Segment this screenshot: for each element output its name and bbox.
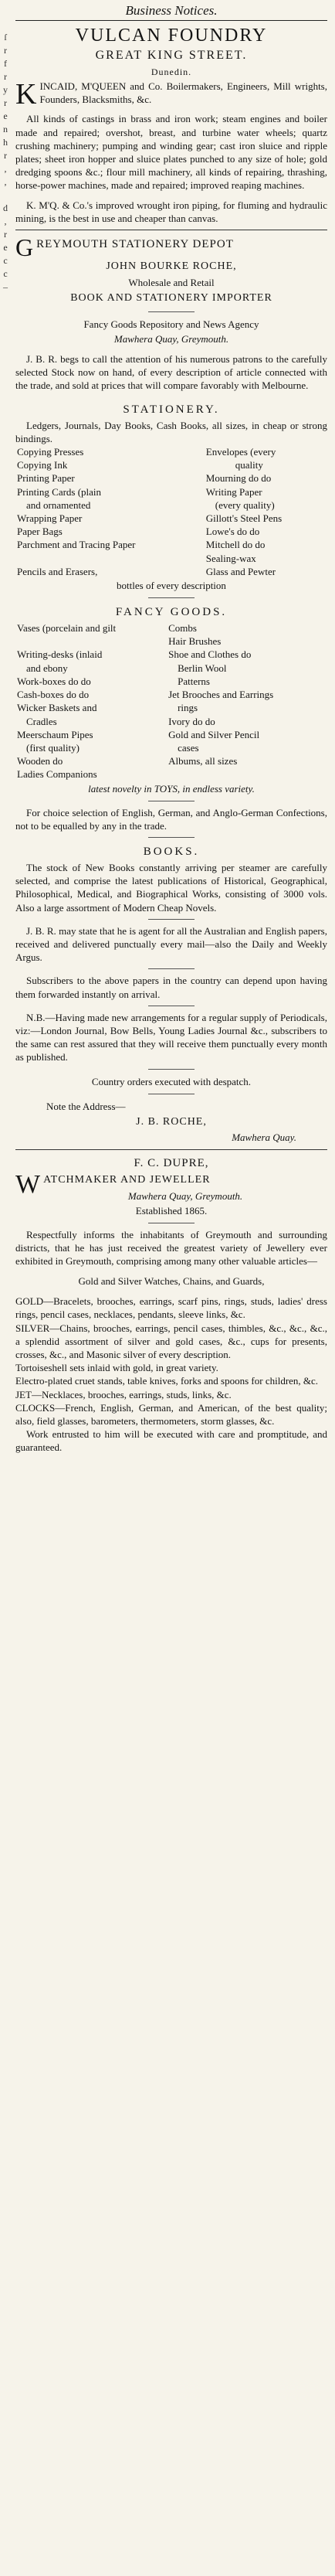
list-item: Printing Paper xyxy=(17,472,75,485)
divider xyxy=(148,919,195,920)
divider xyxy=(148,311,195,312)
list-row xyxy=(15,458,327,471)
dupre-jeweller-ad xyxy=(15,1155,327,1455)
list-item: Sealing-wax xyxy=(205,552,256,564)
intro-paragraph: Respectfully informs the inhabitants of Greymouth and surrounding districts, that he has just received the greatest variety of Jewellery ever exhibited in Greymouth, comprising among many other valuable articles— xyxy=(15,1228,327,1267)
list-item: Jet Brooches and Earrings xyxy=(168,689,274,701)
location-line: Mawhera Quay, Greymouth. xyxy=(113,333,229,345)
address-label: Note the Address— xyxy=(46,1100,126,1112)
signature-name: J. B. ROCHE, xyxy=(136,1115,207,1128)
list-item: Copying Presses xyxy=(17,446,84,458)
jeweller-address: Mawhera Quay, Greymouth. xyxy=(127,1189,243,1202)
list-row xyxy=(15,565,327,578)
divider xyxy=(148,597,195,598)
list-row xyxy=(15,512,327,525)
list-item xyxy=(15,552,205,565)
list-row xyxy=(15,715,327,728)
list-item: Gillott's Steel Pens xyxy=(205,512,283,525)
country-orders-line: Country orders executed with despatch. xyxy=(91,1075,252,1087)
list-row xyxy=(15,538,327,551)
list-item: Wooden do xyxy=(17,755,63,767)
jeweller-name: F. C. DUPRE, xyxy=(134,1156,209,1169)
ad-intro-text: INCAID, M'QUEEN and Co. Boilermakers, Engineers, Mill wrights, Founders, Blacksmiths, &c. xyxy=(39,80,327,106)
list-item: Cash-boxes do do xyxy=(17,689,90,701)
list-row xyxy=(15,525,327,538)
vulcan-foundry-ad xyxy=(15,24,327,230)
list-row xyxy=(15,445,327,458)
list-row xyxy=(15,648,327,661)
books-paragraph: The stock of New Books constantly arriving per steamer are carefully selected, and comprise the latest publications of Historical, Geographical, Philosophical, Medical, and Biographical Works, consisting of 3000 vols. Also a large assortment of Modern Cheap Novels. xyxy=(15,861,327,914)
list-item: and ornamented xyxy=(26,499,91,511)
list-row xyxy=(15,675,327,688)
stationery-depot-ad xyxy=(15,235,327,1150)
ad-footer: K. M'Q. & Co.'s improved wrought iron piping, for fluming and hydraulic mining, is the best in use and cheaper than canvas. xyxy=(15,199,327,224)
list-row xyxy=(15,635,327,648)
ad-body: All kinds of castings in brass and iron work; steam engines and boiler made and repaired; overshot, breast, and turbine water wheels; quartz crushing machinery; pumping and winding gear; cast iron sluice and ripple plates; sheet iron hopper and sluice plates punched to any size of hole; gold dredging spoons &c.; flour mill machinery, all kinds of repairing, thrashing, horse-power machines, made and repaired; improved reaping machines. xyxy=(15,113,327,192)
divider xyxy=(148,837,195,838)
list-item xyxy=(15,635,167,648)
list-item: Albums, all sizes xyxy=(168,755,238,767)
list-item: Berlin Wool xyxy=(178,662,227,674)
list-item: Meerschaum Pipes xyxy=(17,728,93,740)
stationery-list xyxy=(15,445,327,578)
proprietor-name: JOHN BOURKE ROCHE, xyxy=(106,260,237,273)
list-row xyxy=(15,471,327,485)
list-item: Parchment and Tracing Paper xyxy=(17,539,136,551)
jet-line: JET—Necklaces, brooches, earrings, studs, links, &c. xyxy=(15,1388,232,1400)
bottles-line: bottles of every description xyxy=(117,580,226,592)
list-row xyxy=(15,754,327,767)
list-item: Writing Paper xyxy=(205,485,262,498)
list-item: Cradles xyxy=(26,715,57,727)
ad-title: ATCHMAKER AND JEWELLER xyxy=(43,1173,211,1186)
trade-line: Wholesale and Retail xyxy=(128,277,215,289)
list-item: Paper Bags xyxy=(17,526,63,538)
list-item: Printing Cards (plain xyxy=(17,485,102,498)
list-row xyxy=(15,767,327,781)
silver-paragraph: SILVER—Chains, brooches, earrings, pencil cases, thimbles, &c., &c., &c., a splendid assortment of silver and gold cases, &c., cups for presents, crosses, &c., and Masonic silver of every description. xyxy=(15,1322,327,1360)
ad-title: REYMOUTH STATIONERY DEPOT xyxy=(36,238,234,251)
divider xyxy=(148,968,195,969)
tortoiseshell-line: Tortoiseshell sets inlaid with gold, in great variety. xyxy=(15,1362,218,1374)
papers-paragraph: J. B. R. may state that he is agent for all the Australian and English papers, received and delivered punctually every mail—also the Daily and Weekly Argus. xyxy=(15,924,327,964)
list-row xyxy=(15,701,327,714)
list-item: and ebony xyxy=(26,662,68,674)
ad-street: GREAT KING STREET. xyxy=(95,49,248,62)
drop-cap: G xyxy=(15,233,34,262)
list-item: Wicker Baskets and xyxy=(17,702,97,714)
advertisement-column xyxy=(15,0,327,1455)
ad-intro xyxy=(15,78,327,111)
signature-place: Mawhera Quay. xyxy=(232,1131,296,1143)
list-item: Mourning do do xyxy=(205,472,272,485)
list-item xyxy=(167,767,327,781)
books-heading: BOOKS. xyxy=(143,845,200,858)
list-item: Work-boxes do do xyxy=(17,675,91,687)
list-item: Mitchell do do xyxy=(205,539,266,551)
established-line: Established 1865. xyxy=(135,1204,208,1217)
list-item: Hair Brushes xyxy=(168,635,222,648)
list-item: Combs xyxy=(168,622,197,635)
divider xyxy=(148,1069,195,1070)
ledgers-line: Ledgers, Journals, Day Books, Cash Books, all sizes, in cheap or strong bindings. xyxy=(15,419,327,444)
list-item: (every quality) xyxy=(215,499,275,511)
list-item: Lowe's do do xyxy=(205,526,260,538)
list-item: Ladies Companions xyxy=(17,768,97,781)
list-item: Gold and Silver Pencil xyxy=(168,728,260,740)
list-item: quality xyxy=(235,459,263,471)
list-row xyxy=(15,499,327,512)
section-header: Business Notices. xyxy=(15,0,327,21)
intro-paragraph: J. B. R. begs to call the attention of his numerous patrons to the carefully selected Stock now on hand, of every description of article connected with the trade, and sold at prices that will compare favorably with Melbourne. xyxy=(15,353,327,392)
depot-line: Fancy Goods Repository and News Agency xyxy=(83,318,259,331)
list-row xyxy=(15,485,327,499)
list-item: (first quality) xyxy=(26,741,80,754)
fancy-goods-list xyxy=(15,621,327,781)
ad-city: Dunedin. xyxy=(151,66,192,77)
list-row xyxy=(15,741,327,754)
list-item: Vases (porcelain and gilt xyxy=(17,622,117,635)
list-row xyxy=(15,688,327,701)
repairs-line: Work entrusted to him will be executed with care and promptitude, and guaranteed. xyxy=(15,1428,327,1454)
stationery-heading: STATIONERY. xyxy=(123,403,220,416)
margin-fragment: ſ r f r y r e n h r , , d , r e c c – xyxy=(3,32,8,292)
clocks-paragraph: CLOCKS—French, English, German, and American, of the best quality; also, field glasses, barometers, thermometers, storm glasses, &c. xyxy=(15,1401,327,1427)
list-item: Wrapping Paper xyxy=(17,512,83,525)
confectionery-paragraph: For choice selection of English, German, and Anglo-German Confections, not to be equalled by any in the trade. xyxy=(15,806,327,832)
list-row xyxy=(15,728,327,741)
list-item: cases xyxy=(178,741,199,754)
list-row xyxy=(15,552,327,565)
electroplated-line: Electro-plated cruet stands, table knives, forks and spoons for children, &c. xyxy=(15,1375,319,1387)
list-item: Envelopes (every xyxy=(205,446,276,458)
watches-line: Gold and Silver Watches, Chains, and Guards, xyxy=(78,1275,265,1288)
list-row xyxy=(15,621,327,635)
list-item: Copying Ink xyxy=(17,459,68,471)
ad-title-row xyxy=(15,233,327,262)
gold-paragraph: GOLD—Bracelets, brooches, earrings, scarf pins, rings, studs, ladies' dress rings, pencil cases, necklaces, pendants, sleeve links, &c. xyxy=(15,1295,327,1321)
list-item: rings xyxy=(178,702,198,714)
subscribers-paragraph: Subscribers to the above papers in the country can depend upon having them forwarded instantly on arrival. xyxy=(15,975,327,1000)
list-item: Pencils and Erasers, xyxy=(17,565,98,577)
list-row xyxy=(15,662,327,675)
drop-cap: K xyxy=(15,78,37,111)
drop-cap: W xyxy=(15,1169,41,1199)
list-item: Shoe and Clothes do xyxy=(168,648,252,661)
list-item: Patterns xyxy=(178,675,210,687)
ad-title: VULCAN FOUNDRY xyxy=(75,26,268,46)
list-item: Writing-desks (inlaid xyxy=(17,648,103,661)
toys-line: latest novelty in TOYS, in endless variety. xyxy=(88,782,255,795)
list-item: Ivory do do xyxy=(168,715,215,727)
fancy-goods-heading: FANCY GOODS. xyxy=(115,606,228,619)
nb-paragraph: N.B.—Having made new arrangements for a regular supply of Periodicals, viz:—London Journal, Bow Bells, Young Ladies Journal &c., subscribers to the same can rest assured that they will receive them punctually every month as published. xyxy=(15,1011,327,1063)
list-item: Glass and Pewter xyxy=(205,565,276,577)
business-line: BOOK AND STATIONERY IMPORTER xyxy=(70,292,272,305)
